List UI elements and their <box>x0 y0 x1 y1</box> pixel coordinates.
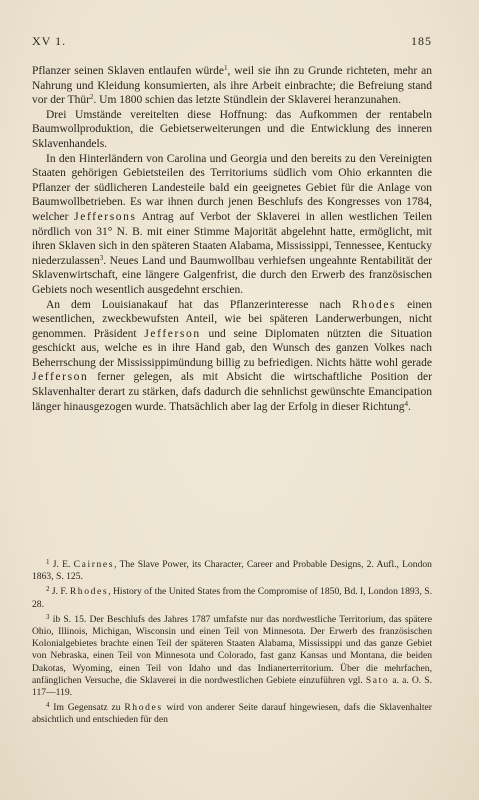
footnote-number: 2 <box>46 585 50 594</box>
paragraph <box>32 64 432 108</box>
text-run: Drei Umstände vereitelten diese Hoffnung: das Aufkommen der rentabeln Baumwollproduktion, die Gebietserweiterungen und die Entwicklung des inneren Sklavenhandels. <box>32 108 432 150</box>
text-run: ferner gelegen, als mit Absicht die wirtschaftliche Position der Sklavenhalter derart zu stärken, dafs dadurch die sehnlichst gewünschte Emancipation länger hinausgezogen wurde. Thatsächlich aber lag der Erfolg in dieser Richtung <box>32 371 432 413</box>
footnotes <box>32 556 432 727</box>
footnote-rule <box>32 544 72 545</box>
paragraph <box>32 108 432 152</box>
text-run: , weil sie ihn zu Grunde richteten, mehr an Nahrung und Kleidung konsumierten, als ihre Arbeit einbrachte; die Befreiung stand vor der Thür <box>32 65 432 107</box>
text-run: Pflanzer seinen Sklaven entlaufen würde <box>32 65 224 77</box>
text-run: Im Gegensatz zu <box>49 702 125 714</box>
main-text <box>32 64 432 414</box>
footnote <box>32 611 432 699</box>
text-run: . Neues Land und Baumwollbau verhiefsen ungeahnte Rentabilität der Sklavenwirtschaft, eine längere Galgenfrist, die durch den Erwerb des französischen Gebiets noch wesentlich ausgedehnt erschien. <box>32 254 432 296</box>
footnote <box>32 583 432 610</box>
text-run: ib S. 15. Der Beschlufs des Jahres 1787 umfafste nur das nordwestliche Territorium, das spätere Ohio, Illinois, Michigan, Wisconsin und einen Teil von Minnesota. Der Erwerb des französischen Kolonialgebietes brachte einen Teil der späteren Staaten Alabama, Mississippi und das ganze Gebiet von Nebraska, einen Teil von Minnesota und Colorado, fast ganz Kansas und Montana, die beiden Dakotas, Wyoming, einen Teil von Idaho und das Indianerterritorium. Über die mehrfachen, anfänglichen Versuche, die Sklaverei in die nordwestlichen Gebiete einzuführen vgl. <box>32 613 432 686</box>
text-run: einen wesentlichen, zweckbewufsten Anteil, wie bei späteren Landerwerbungen, nicht genommen. Präsident <box>32 298 432 340</box>
text-run: An dem Louisianakauf hat das Pflanzerinteresse nach <box>46 298 353 311</box>
text-run: , History of the United States from the Compromise of 1850, Bd. I, London 1893, S. 28. <box>32 586 433 610</box>
footnote <box>32 556 432 583</box>
text-run: a. a. O. S. 117—119. <box>32 674 432 699</box>
spaced-name: Rhodes <box>69 586 109 598</box>
spaced-name: Jeffersons <box>74 210 137 223</box>
page-number: 185 <box>411 34 432 48</box>
text-run: , The Slave Power, its Character, Career and Probable Designs, 2. Aufl., London 1863, S. 125. <box>32 559 432 583</box>
text-run: In den Hinterländern von Carolina und Georgia und den bereits zu den Vereinigten Staaten gehörigen Gebietsteilen des Territoriums südlich vom Ohio erkannten die Pflanzer der südlicheren Landesteile bald ein geeignetes Gebiet für die Anlage von Baumwollbetrieben. Es war ihnen durch jenen Beschlufs des Kongresses von 1784, welcher <box>32 152 432 223</box>
running-header <box>32 34 432 48</box>
text-run: J. F. <box>49 586 70 598</box>
paragraph <box>32 152 432 298</box>
text-run: J. E. <box>49 559 74 570</box>
spaced-name: Rhodes <box>124 702 163 714</box>
footnote-number: 1 <box>46 558 50 566</box>
footnote-reference: 3 <box>99 253 104 262</box>
text-run: und seine Diplomaten nützten die Situation geschickt aus, welche es in ihre Hand gab, den Wunsch des ganzen Volkes nach Beherrschung der Mississippimündung billig zu befriedigen. Nichts hätte wohl gerade <box>32 327 432 369</box>
text-run: Antrag auf Verbot der Sklaverei in allen westlichen Teilen nördlich von 31° N. B. mit einer Stimme Majorität abgelehnt hatte, ermöglicht, mit ihren Sklaven sich in den späteren Staaten Alabama, Mississippi, Tennessee, Kentucky niederzulassen <box>32 210 432 267</box>
text-run: . Um 1800 schien das letzte Stündlein der Sklaverei heranzunahen. <box>93 94 401 107</box>
spaced-name: Cairnes <box>73 559 115 570</box>
spaced-name: Jefferson <box>32 371 89 384</box>
spaced-name: Jefferson <box>144 327 201 340</box>
footnote <box>32 699 432 726</box>
text-run: . <box>407 400 411 413</box>
text-run: wird von anderer Seite darauf hingewiesen, dafs die Sklavenhalter absichtlich und entschieden für den <box>32 702 432 726</box>
chapter-marker: XV 1. <box>32 34 67 48</box>
paragraph <box>32 298 432 415</box>
footnote-number: 3 <box>46 612 50 621</box>
footnote-number: 4 <box>46 701 50 710</box>
footnote-reference: 4 <box>404 399 408 408</box>
footnote-reference: 2 <box>89 93 94 102</box>
spaced-name: Rhodes <box>352 298 397 311</box>
spaced-name: Sato <box>365 674 390 686</box>
footnote-reference: 1 <box>223 64 228 72</box>
